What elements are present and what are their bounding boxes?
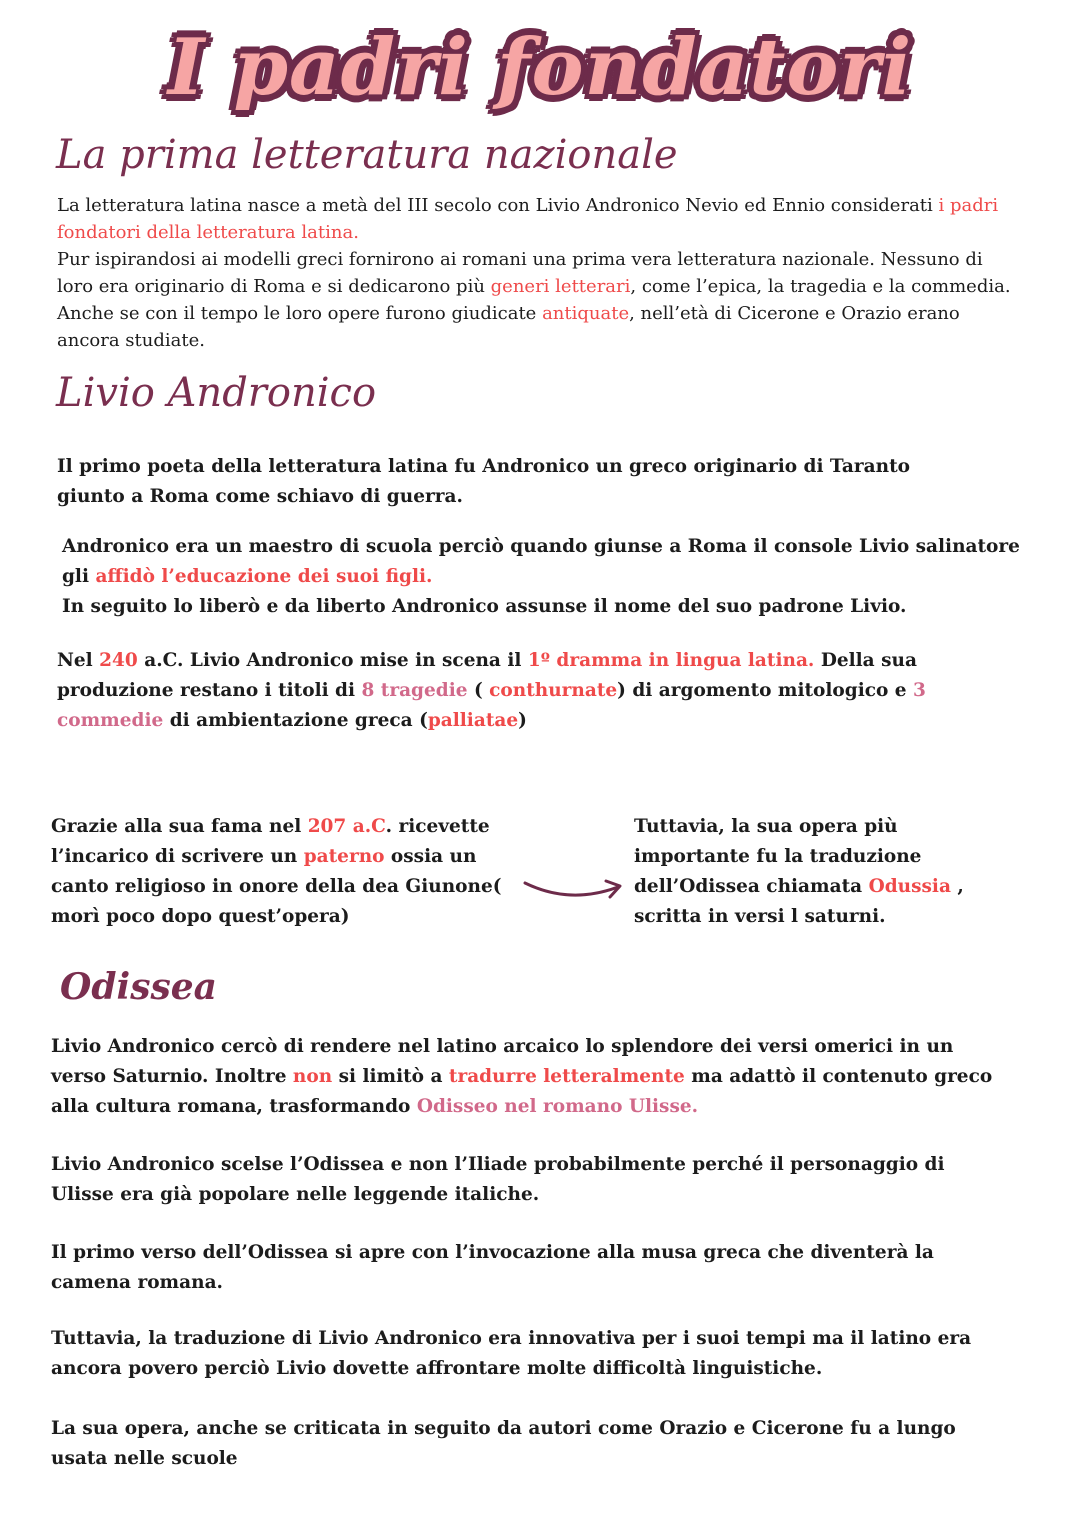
highlight: tradurre letteralmente [448,1066,685,1087]
text: ) [518,710,527,731]
highlight: conthurnate [489,680,618,701]
text: Pur ispirandosi ai modelli greci fornirono ai romani una prima vera letteratura nazionale. Nessuno di loro era originario di Roma e si dedicarono più [57,249,983,297]
text: Nel [57,650,100,671]
highlight: 207 a.C [307,816,386,837]
text: Grazie alla sua fama nel [51,816,308,837]
section-heading-prima-letteratura: La prima letteratura nazionale [56,132,678,178]
paragraph-maestro [62,532,1022,622]
text: Andronico era un maestro di scuola perciò quando giunse a Roma il console Livio salinatore gli [62,536,1020,587]
text: , nell’età di Cicerone e Orazio erano ancora studiate. [57,303,960,351]
text: ossia un canto religioso in onore della dea Giunone( morì poco dopo quest’opera) [51,846,502,927]
paragraph-odussia [634,812,1019,932]
highlight: non [292,1066,333,1087]
paragraph-produzione [57,646,987,736]
text: Livio Andronico cercò di rendere nel latino arcaico lo splendore dei versi omerici in un verso Saturnio. Inoltre [51,1036,954,1087]
highlight: 3 commedie [57,680,926,731]
text: , come l’epica, la tragedia e la commedia. Anche se con il tempo le loro opere furono giudicate [57,276,1011,324]
text: La letteratura latina nasce a metà del III secolo con Livio Andronico Nevio ed Ennio considerati [57,195,939,216]
paragraph-traduzione: Tuttavia, la traduzione di Livio Andronico era innovativa per i suoi tempi ma il latino era ancora povero perciò Livio dovette affrontare molte difficoltà linguistiche. [51,1328,972,1379]
text: In seguito lo liberò e da liberto Andronico assunse il nome del suo padrone Livio. [62,596,907,617]
paragraph-latino-arcaico [51,1032,1001,1122]
paragraph-primo-poeta: Il primo poeta della letteratura latina fu Andronico un greco originario di Taranto giunto a Roma come schiavo di guerra. [57,456,910,507]
highlight: affidò l’educazione dei suoi figli. [95,566,433,587]
paragraph-paterno [51,812,521,932]
highlight: i padri fondatori della letteratura latina. [57,195,999,243]
text: ma adattò il contenuto greco alla cultura romana, trasformando [51,1066,993,1117]
text: ) di argomento mitologico e [617,680,913,701]
paragraph-primo-verso: Il primo verso dell’Odissea si apre con l’invocazione alla musa greca che diventerà la camena romana. [51,1242,934,1293]
highlight: Odussia [868,876,951,897]
text: si limitò a [332,1066,449,1087]
highlight: 8 tragedie [361,680,468,701]
text: Della sua produzione restano i titoli di [57,650,917,701]
curved-arrow-icon [520,875,630,905]
highlight: Odisseo nel romano Ulisse. [416,1096,699,1117]
text: ( [467,680,490,701]
highlight: paterno [303,846,385,867]
highlight: generi letterari [490,276,631,297]
text: , scritta in versi l saturni. [634,876,964,927]
section-heading-odissea: Odissea [60,966,217,1008]
paragraph-intro [57,192,1017,354]
paragraph-scuole: La sua opera, anche se criticata in seguito da autori come Orazio e Cicerone fu a lungo usata nelle scuole [51,1418,956,1469]
highlight: antiquate [542,303,630,324]
paragraph-scelta-odissea: Livio Andronico scelse l’Odissea e non l’Iliade probabilmente perché il personaggio di Ulisse era già popolare nelle leggende italiche. [51,1154,945,1205]
section-heading-livio-andronico: Livio Andronico [56,370,377,416]
text: Tuttavia, la sua opera più importante fu la traduzione dell’Odissea chiamata [634,816,922,897]
highlight: 240 [99,650,138,671]
highlight: 1º dramma in lingua latina. [527,650,815,671]
highlight: palliatae [427,710,519,731]
text: di ambientazione greca ( [163,710,428,731]
text: a.C. Livio Andronico mise in scena il [137,650,528,671]
page-title: I padri fondatori [167,22,913,113]
text: . ricevette l’incarico di scrivere un [51,816,490,867]
